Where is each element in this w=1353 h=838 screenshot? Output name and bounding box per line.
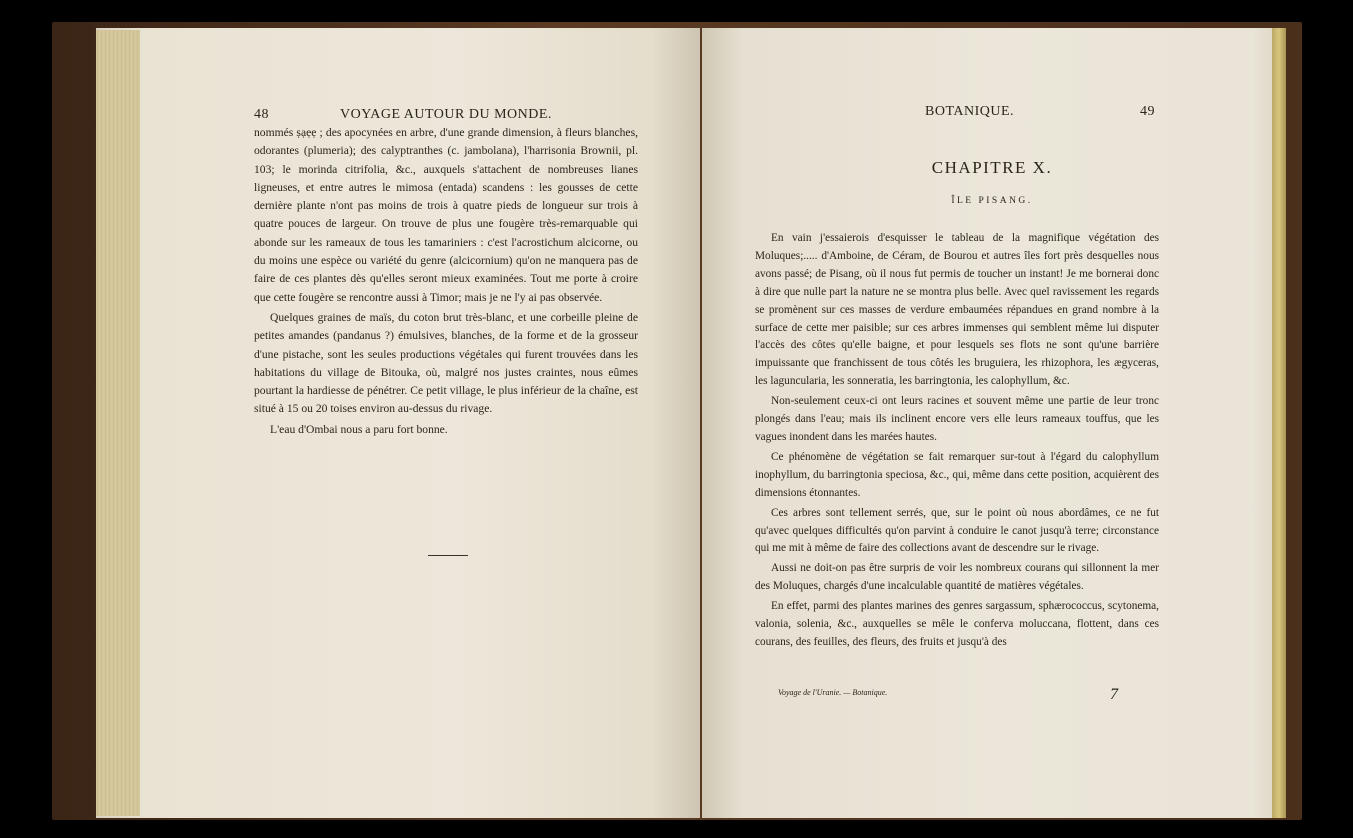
paragraph: Ce phénomène de végétation se fait remarquer sur-tout à l'égard du calophyllum inophyllum, du barringtonia speciosa, &c., qui, même dans cette position, acquièrent des dimensions étonnantes. [755, 450, 1159, 499]
gilt-edge [1272, 28, 1286, 818]
right-running-head: BOTANIQUE. [925, 104, 1015, 119]
paragraph: Quelques graines de maïs, du coton brut très-blanc, et une corbeille pleine de petites amandes (pandanus ?) émulsives, blanches, de la forme et de la grosseur d'une pistache, sont les seules productions végétales qui furent trouvées dans les habitations du village de Bitouka, où, malgré nos justes craintes, nous eûmes pourtant la hardiesse de pénétrer. Ce petit village, le plus inférieur de la chaîne, est situé à 15 ou 20 toises environ au-dessus du rivage. [254, 310, 638, 416]
right-page-body [755, 230, 1159, 652]
paragraph: En vain j'essaierois d'esquisser le tableau de la magnifique végétation des Moluques;..... d'Amboine, de Céram, de Bourou et autres îles fort près desquelles nous avons passé; de Pisang, où il nous fut permis de toucher un instant! Je me bornerai donc à dire que nulle part la nature ne se montra plus belle. Avec quel ravissement les regards se promènent sur ces masses de verdure embaumées répandues en grand nombre à la surface de cette mer paisible; sur ces arbres immenses qui semblent même lui disputer l'accès des côtes qu'elle baigne, et pour lesquels ses flots ne sont qu'une barrière impuissante que franchissent de tous côtés les bruguiera, les rhizophora, les ægyceras, les laguncularia, les sonneratia, les barringtonia, les calophyllum, &c. [755, 232, 1159, 388]
page-edges [96, 30, 140, 816]
paragraph: En effet, parmi des plantes marines des genres sargassum, sphærococcus, scytonema, valonia, solenia, &c., auxquelles se mêle le conferva moluccana, flottent, dans ces courans, des feuilles, des fleurs, des fruits et jusqu'à des [755, 600, 1159, 648]
paragraph: L'eau d'Ombai nous a paru fort bonne. [270, 422, 448, 436]
section-rule [428, 555, 468, 556]
page-footer: Voyage de l'Uranie. — Botanique. [778, 688, 888, 697]
paragraph: Non-seulement ceux-ci ont leurs racines et souvent même une partie de leur tronc plongés dans l'eau; mais ils inclinent encore vers elle leurs rameaux touffus, que les vagues inondent dans les marées hautes. [755, 395, 1159, 443]
paragraph: nommés ṣạẹẹ ; des apocynées en arbre, d'une grande dimension, à fleurs blanches, odorantes (plumeria); des calyptranthes (c. jambolana), l'harrisonia Brownii, pl. 103; le morinda citrifolia, &c., auxquels s'attachent de nombreuses lianes ligneuses, et entre autres le mimosa (entada) scandens : les gousses de cette dernière plante n'ont pas moins de trois à quatre pieds de longueur sur trois à quatre pouces de largeur. On trouve de plus une fougère très-remarquable qui abonde sur les rameaux de tous les tamariniers : c'est l'acrostichum alcicorne, ou du moins une espèce ou variété du genre (alcicornium) qu'on ne manquera pas de faire de ces plantes dès qu'elles seront mieux examinées. Tout me porte à croire que cette fougère se rencontre aussi à Timor; mais je ne l'y ai pas observée. [254, 126, 638, 304]
right-page-number: 49 [1140, 104, 1155, 119]
left-page-number: 48 [254, 107, 269, 122]
left-running-head: VOYAGE AUTOUR DU MONDE. [340, 107, 552, 122]
paragraph: Aussi ne doit-on pas être surpris de voir les nombreux courans qui sillonnent la mer des Moluques, chargés d'une incalculable quantité de matières végétales. [755, 562, 1159, 593]
paragraph: Ces arbres sont tellement serrés, que, sur le point où nous abordâmes, ce ne fut qu'avec quelques difficultés qu'on parvint à conduire le canot jusqu'à terre; circonstance qui me mit à même de faire des collections avant de descendre sur le rivage. [755, 506, 1159, 555]
left-page-body [254, 124, 638, 439]
chapter-title: CHAPITRE X. [931, 158, 1053, 177]
chapter-subtitle: ÎLE PISANG. [951, 196, 1033, 206]
signature-mark: 7 [1110, 686, 1118, 703]
